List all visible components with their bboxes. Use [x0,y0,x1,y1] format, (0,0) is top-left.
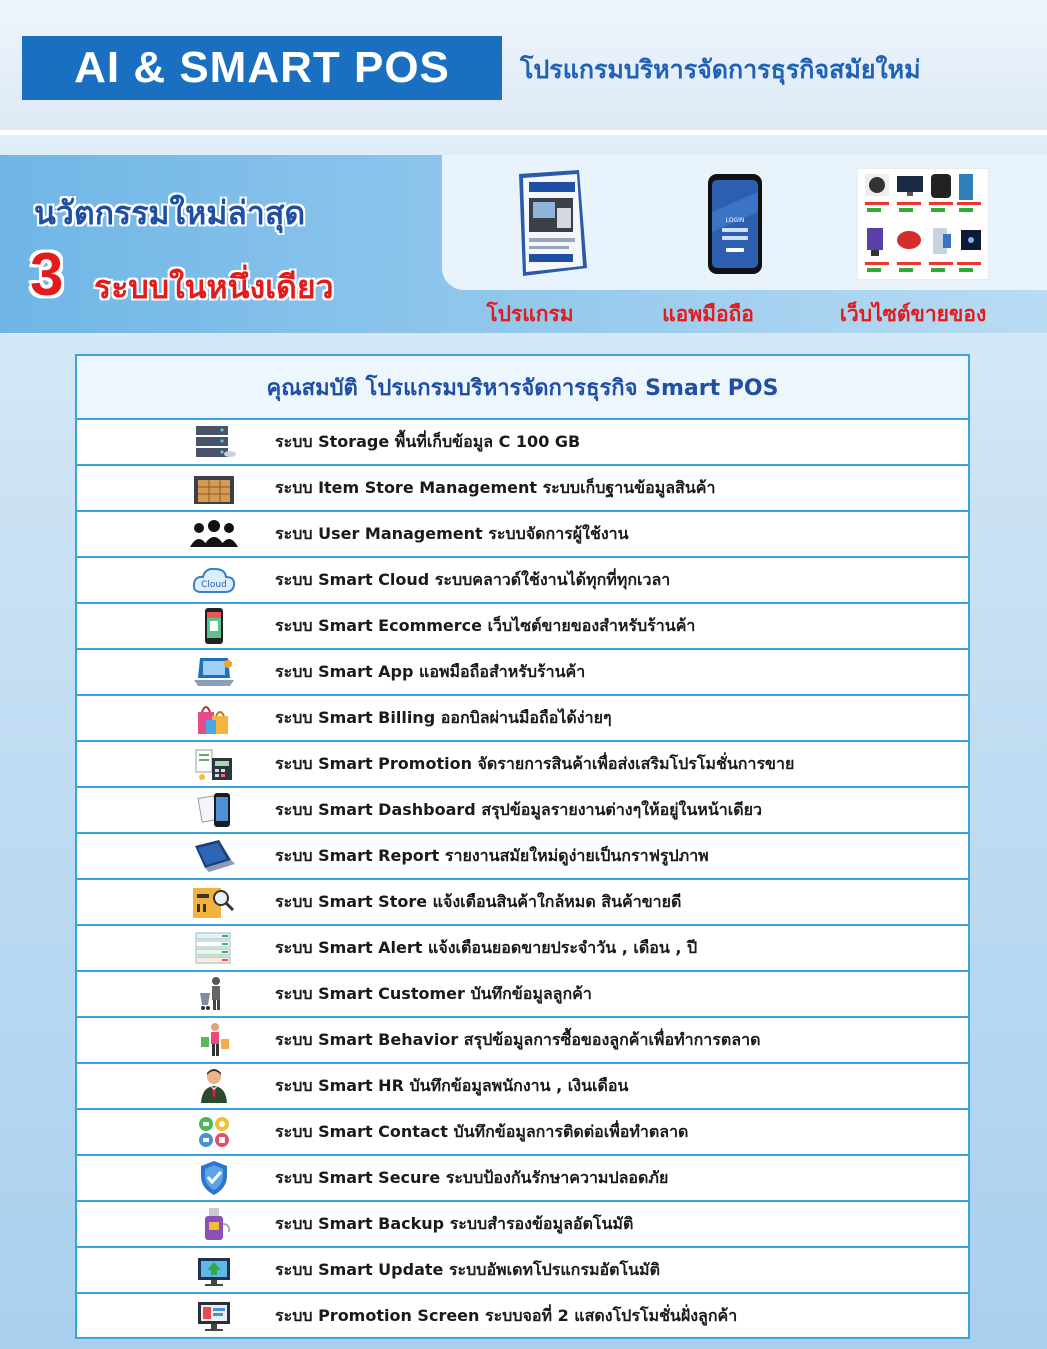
brand-title: AI & SMART POS [22,36,502,100]
users-group-icon [189,516,239,552]
usb-backup-icon [189,1206,239,1242]
feature-text: ระบบ Smart Ecommerce เว็บไซต์ขายของสำหรับร้านค้า [275,615,696,635]
feature-text: ระบบ Smart Update ระบบอัพเดทโปรแกรมอัตโนมัติ [275,1259,660,1279]
feature-text: ระบบ Smart Behavior สรุปข้อมูลการซื้อของลูกค้าเพื่อทำการตลาด [275,1029,761,1049]
box-search-icon [189,884,239,920]
software-box-icon [513,168,593,278]
product-website [828,168,998,326]
employee-icon [189,1068,239,1104]
table-row [77,696,968,742]
product-software-label: โปรแกรม [486,302,574,326]
table-row [77,512,968,558]
table-row [77,1110,968,1156]
table-row [77,880,968,926]
feature-text: ระบบ Smart Report รายงานสมัยใหม่ดูง่ายเป็นกราฟรูปภาพ [275,845,709,865]
table-row [77,650,968,696]
feature-text: ระบบ Smart Contact บันทึกข้อมูลการติดต่อเพื่อทำตลาด [275,1121,689,1141]
feature-text: ระบบ Smart Dashboard สรุปข้อมูลรายงานต่างๆให้อยู่ในหน้าเดียว [275,799,762,819]
contact-channels-icon [189,1114,239,1150]
feature-text: ระบบ Smart Promotion จัดรายการสินค้าเพื่อส่งเสริมโปรโมชั่นการขาย [275,753,795,773]
laptop-report-icon [189,838,239,874]
innovation-title: นวัตกรรมใหม่ล่าสุด [34,194,306,232]
brand-subtitle: โปรแกรมบริหารจัดการธุรกิจสมัยใหม่ [520,55,921,84]
laptop-app-icon [189,654,239,690]
table-row [77,1018,968,1064]
features-title: คุณสมบัติ โปรแกรมบริหารจัดการธุรกิจ Smart POS [77,356,968,420]
table-row [77,420,968,466]
features-table [75,354,970,1339]
feature-text: ระบบ User Management ระบบจัดการผู้ใช้งาน [275,523,629,543]
feature-text: ระบบ Smart Alert แจ้งเตือนยอดขายประจำวัน , เดือน , ปี [275,937,698,957]
feature-text: ระบบ Smart Billing ออกบิลผ่านมือถือได้ง่ายๆ [275,707,612,727]
innovation-subtitle: ระบบในหนึ่งเดียว [94,268,334,306]
table-row [77,742,968,788]
warehouse-boxes-icon [189,470,239,506]
phone-dashboard-icon [189,792,239,828]
feature-text: ระบบ Smart HR บันทึกข้อมูลพนักงาน , เงินเดือน [275,1075,629,1095]
table-row [77,1248,968,1294]
server-storage-icon [189,424,239,460]
shield-check-icon [189,1160,239,1196]
monitor-update-icon [189,1252,239,1288]
calculator-promotion-icon [189,746,239,782]
table-row [77,604,968,650]
feature-text: ระบบ Smart Secure ระบบป้องกันรักษาความปลอดภัย [275,1167,669,1187]
innovation-number: 3 [30,241,64,308]
table-row [77,1064,968,1110]
table-row [77,1156,968,1202]
table-row [77,926,968,972]
smartphone-icon [706,172,766,276]
divider [0,130,1047,135]
table-row [77,1202,968,1248]
alert-list-icon [189,930,239,966]
customer-cart-icon [189,976,239,1012]
second-screen-icon [189,1298,239,1334]
feature-text: ระบบ Smart Customer บันทึกข้อมูลลูกค้า [275,983,592,1003]
shopping-bags-icon [189,700,239,736]
feature-text: ระบบ Smart Backup ระบบสำรองข้อมูลอัตโนมัติ [275,1213,634,1233]
phone-screen-text: LOGIN [725,217,744,224]
mobile-shop-icon [189,608,239,644]
shopper-behavior-icon [189,1022,239,1058]
ecommerce-website-icon [857,168,989,280]
table-row [77,972,968,1018]
feature-text: ระบบ Smart Store แจ้งเตือนสินค้าใกล้หมด สินค้าขายดี [275,891,682,911]
feature-text: ระบบ Smart App แอพมือถือสำหรับร้านค้า [275,661,586,681]
cloud-icon-label: Cloud [201,580,227,590]
product-app-label: แอพมือถือ [662,302,754,326]
table-row [77,558,968,604]
feature-text: ระบบ Storage พื้นที่เก็บข้อมูล C 100 GB [275,431,581,451]
feature-text: ระบบ Item Store Management ระบบเก็บฐานข้อมูลสินค้า [275,477,716,497]
table-row [77,1294,968,1340]
table-row [77,788,968,834]
product-website-label: เว็บไซต์ขายของ [839,302,987,326]
table-row [77,834,968,880]
product-software [445,168,615,326]
feature-text: ระบบ Smart Cloud ระบบคลาวด์ใช้งานได้ทุกที่ทุกเวลา [275,569,671,589]
cloud-icon [189,562,239,598]
table-row [77,466,968,512]
product-app [623,168,793,326]
feature-text: ระบบ Promotion Screen ระบบจอที่ 2 แสดงโปรโมชั่นฝั่งลูกค้า [275,1305,738,1325]
